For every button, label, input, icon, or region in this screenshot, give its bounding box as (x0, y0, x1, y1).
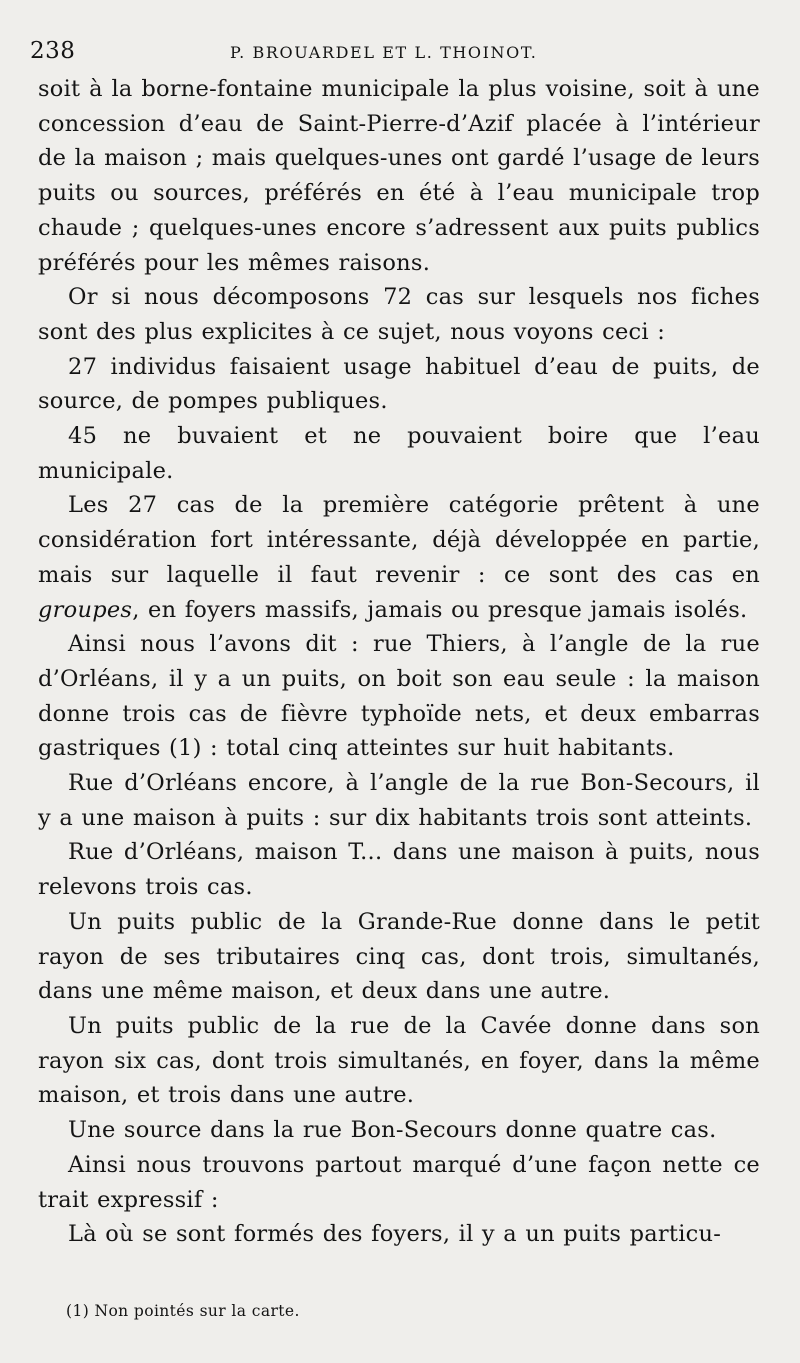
paragraph: 45 ne buvaient et ne pouvaient boire que l’eau municipale. (38, 423, 760, 484)
paragraph-hyphenated: Là où se sont formés des foyers, il y a un puits particu- (68, 1221, 722, 1248)
paragraph (38, 488, 760, 627)
paragraph-text: , en foyers massifs, jamais ou presque jamais isolés. (132, 596, 748, 623)
footnote: (1) Non pointés sur la carte. (66, 1302, 300, 1320)
paragraph: Or si nous décomposons 72 cas sur lesquels nos fiches sont des plus explicites à ce sujet, nous voyons ceci : (38, 284, 760, 345)
running-head: P. BROUARDEL ET L. THOINOT. (230, 43, 538, 62)
paragraph: Rue d’Orléans, maison T... dans une maison à puits, nous relevons trois cas. (38, 839, 760, 901)
paragraph: Une source dans la rue Bon-Secours donne quatre cas. (68, 1117, 717, 1144)
body-text (38, 72, 760, 1252)
paragraph: Ainsi nous trouvons partout marqué d’une façon nette ce trait expressif : (38, 1151, 760, 1213)
page-number: 238 (30, 38, 76, 64)
paragraph: Ainsi nous l’avons dit : rue Thiers, à l’angle de la rue d’Orléans, il y a un puits, on boit son eau seule : la maison donne trois cas de fièvre typhoïde nets, et deux embarras gastriques (1) : total cinq atteintes sur huit habitants. (38, 631, 760, 762)
page-header (30, 34, 770, 68)
paragraph-text: Les 27 cas de la première catégorie prêtent à une considération fort intéressante, déjà développée en partie, mais sur laquelle il faut revenir : ce sont des cas en (38, 492, 760, 588)
paragraph: 27 individus faisaient usage habituel d’eau de puits, de source, de pompes publiques. (38, 353, 760, 415)
paragraph-continuation: soit à la borne-fontaine municipale la plus voisine, soit à une concession d’eau de Saint-Pierre-d’Azif placée à l’intérieur de la maison ; mais quelques-unes ont gardé l’usage de leurs puits ou sources, préférés en été à l’eau municipale trop chaude ; quelques-unes encore s’adressent aux puits publics préférés pour les mêmes raisons. (38, 76, 760, 276)
paragraph: Un puits public de la Grande-Rue donne dans le petit rayon de ses tributaires cinq cas, dont trois, simultanés, dans une même maison, et deux dans une autre. (38, 908, 760, 1005)
paragraph: Un puits public de la rue de la Cavée donne dans son rayon six cas, dont trois simultanés, en foyer, dans la même maison, et trois dans une autre. (38, 1012, 760, 1109)
paragraph: Rue d’Orléans encore, à l’angle de la rue Bon-Secours, il y a une maison à puits : sur dix habitants trois sont atteints. (38, 770, 760, 831)
italic-term: groupes (38, 596, 133, 623)
